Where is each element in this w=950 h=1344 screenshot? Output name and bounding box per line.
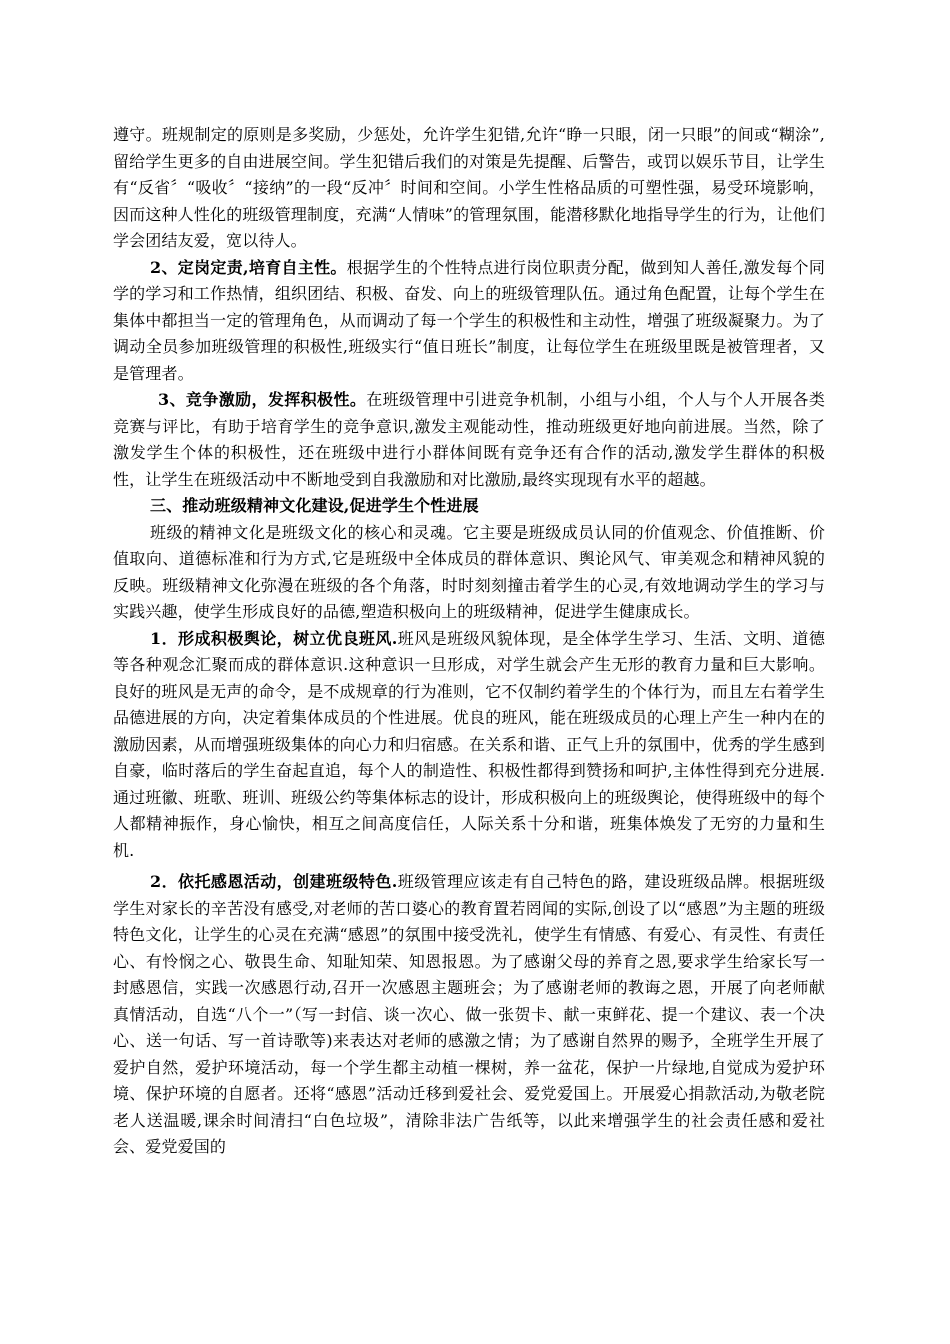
paragraph-job-responsibility-body: 根据学生的个性特点进行岗位职责分配，做到知人善任,激发每个同学的学习和工作热情，组织团结、积极、奋发、向上的班级管理队伍。通过角色配置，让每个学生在集体中都担当一定的管理角色，从而调动了每一个学生的积极性和主动性，增强了班级凝聚力。为了调动全员参加班级管理的积极性,班级实行“值日班长”制度，让每位学生在班级里既是被管理者，又是管理者。	[113, 257, 825, 383]
subheading-class-atmosphere: 1．形成积极舆论，树立优良班风.	[150, 628, 398, 648]
paragraph-class-rules: 遵守。班规制定的原则是多奖励，少惩处，允许学生犯错,允许“睁一只眼，闭一只眼”的间或“糊涂”,留给学生更多的自由进展空间。学生犯错后我们的对策是先提醒、后警告，或罚以娱乐节目，让学生有“反省〞“吸收〞“接纳”的一段“反冲〞时间和空间。小学生性格品质的可塑性强，易受环境影响，因而这种人性化的班级管理制度，充满“人情味”的管理氛围，能潜移默化地指导学生的行为，让他们学会团结友爱，宽以待人。	[113, 125, 825, 250]
paragraph-job-responsibility	[113, 255, 825, 388]
subheading-gratitude-activities: 2．依托感恩活动，创建班级特色.	[150, 872, 398, 891]
paragraph-spiritual-culture: 班级的精神文化是班级文化的核心和灵魂。它主要是班级成员认同的价值观念、价值推断、价值取向、道德标准和行为方式,它是班级中全体成员的群体意识、舆论风气、审美观念和精神风貌的反映。班级精神文化弥漫在班级的各个角落，时时刻刻撞击着学生的心灵,有效地调动学生的学习与实践兴趣，使学生形成良好的品德,塑造积极向上的班级精神，促进学生健康成长。	[113, 522, 825, 621]
document-body	[113, 122, 825, 1161]
section-heading-spiritual-culture: 三、推动班级精神文化建设,促进学生个性进展	[150, 496, 479, 515]
subheading-competition: 3、竞争激励，发挥积极性。	[158, 390, 367, 409]
paragraph-class-atmosphere	[113, 626, 825, 865]
paragraph-gratitude-activities-body: 班级管理应该走有自己特色的路，建设班级品牌。根据班级学生对家长的辛苦没有感受,对老师的苦口婆心的教育置若罔闻的实际,创设了以“感恩”为主题的班级特色文化，让学生的心灵在充满“感恩”的氛围中接受洗礼，使学生有情感、有爱心、有灵性、有责任心、有怜悯之心、敬畏生命、知耻知荣、知恩报恩。为了感谢父母的养育之恩,要求学生给家长写一封感恩信，实践一次感恩行动,召开一次感恩主题班会；为了感谢老师的教诲之恩，开展了向老师献真情活动，自选“八个一”（写一封信、谈一次心、做一张贺卡、献一束鲜花、提一个建议、表一个决心、送一句话、写一首诗歌等)来表达对老师的感激之情；为了感谢自然界的赐予，全班学生开展了爱护自然，爱护环境活动，每一个学生都主动植一棵树，养一盆花，保护一片绿地,自觉成为爱护环境、保护环境的自愿者。还将“感恩”活动迁移到爱社会、爱党爱国上。开展爱心捐款活动,为敬老院老人送温暖,课余时间清扫“白色垃圾”，清除非法广告纸等，以此来增强学生的社会责任感和爱社会、爱党爱国的	[113, 872, 826, 1156]
subheading-job-responsibility: 2、定岗定责,培育自主性。	[150, 257, 347, 277]
paragraph-competition	[113, 387, 825, 493]
paragraph-gratitude-activities	[113, 869, 825, 1161]
paragraph-competition-body: 在班级管理中引进竞争机制，小组与小组，个人与个人开展各类竞赛与评比，有助于培育学生的竞争意识,激发主观能动性，推动班级更好地向前进展。当然，除了激发学生个体的积极性，还在班级中进行小群体间既有竞争还有合作的活动,激发学生群体的积极性，让学生在班级活动中不断地受到自我激励和对比激励,最终实现现有水平的超越。	[113, 390, 826, 489]
paragraph-class-atmosphere-body: 班风是班级风貌体现，是全体学生学习、生活、文明、道德等各种观念汇聚而成的群体意识.这种意识一旦形成，对学生就会产生无形的教育力量和巨大影响。良好的班风是无声的命令，是不成规章的行为准则，它不仅制约着学生的个体行为，而且左右着学生品德进展的方向，决定着集体成员的个性进展。优良的班风，能在班级成员的心理上产生一种内在的激励因素，从而增强班级集体的向心力和归宿感。在关系和谐、正气上升的氛围中，优秀的学生感到自豪，临时落后的学生奋起直追，每个人的制造性、积极性都得到赞扬和呵护,主体性得到充分进展.通过班徽、班歌、班训、班级公约等集体标志的设计，形成积极向上的班级舆论，使得班级中的每个人都精神振作，身心愉快，相互之间高度信任，人际关系十分和谐，班集体焕发了无穷的力量和生机.	[113, 628, 826, 860]
